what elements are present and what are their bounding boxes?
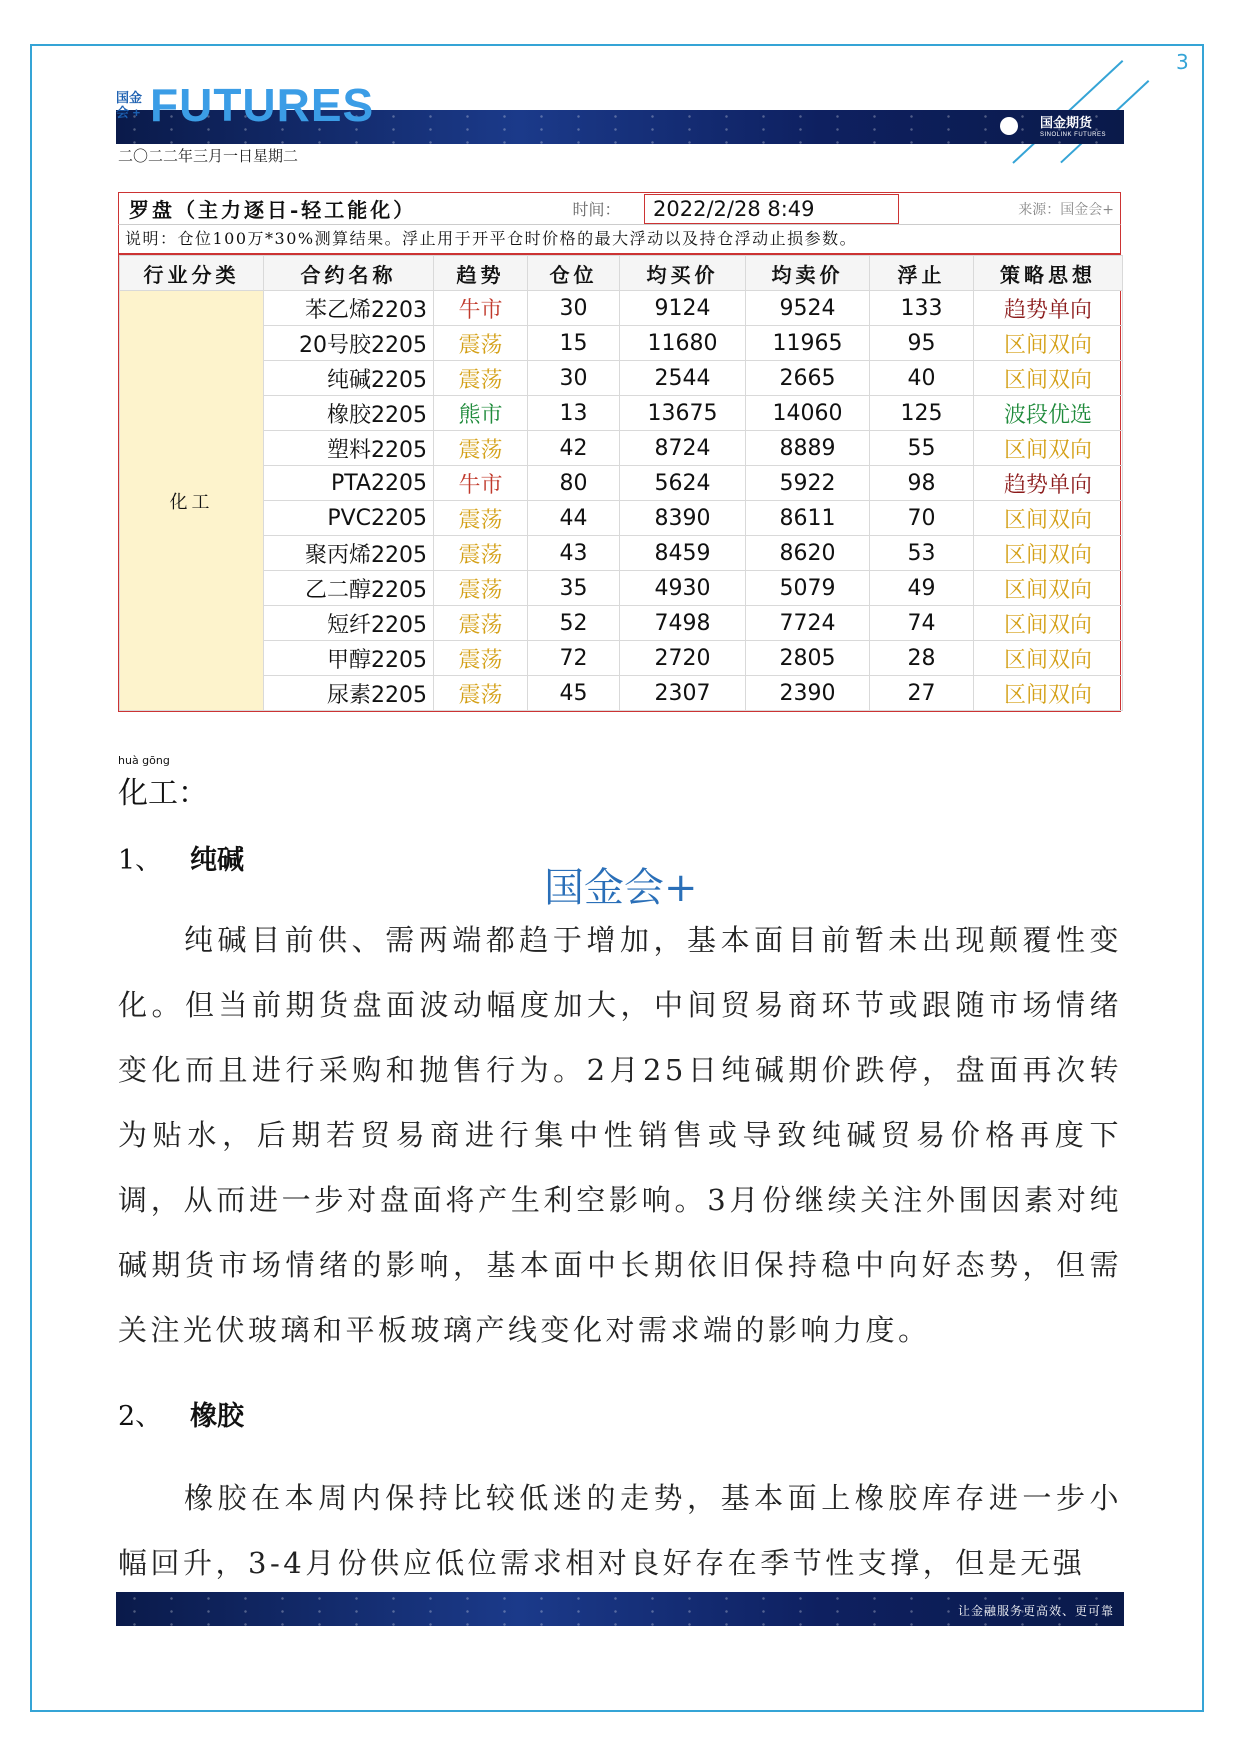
trend-cell: 震荡: [434, 326, 528, 361]
trend-cell: 牛市: [434, 291, 528, 326]
float-stop-cell: 55: [870, 431, 974, 466]
avg-sell-cell: 2665: [746, 361, 870, 396]
contract-name: 尿素2205: [264, 676, 434, 711]
trend-cell: 震荡: [434, 676, 528, 711]
trend-cell: 牛市: [434, 466, 528, 501]
table-row: [120, 466, 1123, 501]
float-stop-cell: 70: [870, 501, 974, 536]
position-cell: 13: [528, 396, 620, 431]
column-header: 仓位: [528, 256, 620, 291]
avg-sell-cell: 2390: [746, 676, 870, 711]
avg-buy-cell: 8724: [620, 431, 746, 466]
column-header: 策略思想: [974, 256, 1123, 291]
avg-sell-cell: 9524: [746, 291, 870, 326]
strategy-cell: 区间双向: [974, 641, 1123, 676]
strategy-cell: 区间双向: [974, 326, 1123, 361]
position-cell: 15: [528, 326, 620, 361]
position-cell: 45: [528, 676, 620, 711]
contract-name: 聚丙烯2205: [264, 536, 434, 571]
page-number: 3: [1176, 50, 1189, 74]
footer-banner: [116, 1592, 1124, 1626]
position-cell: 80: [528, 466, 620, 501]
brand-name: 国金期货 SINOLINK FUTURES: [1039, 115, 1106, 138]
strategy-cell: 波段优选: [974, 396, 1123, 431]
avg-sell-cell: 8611: [746, 501, 870, 536]
brand-logo-icon: [1000, 117, 1018, 135]
strategy-cell: 趋势单向: [974, 466, 1123, 501]
watermark: 国金会+: [544, 865, 698, 911]
table-row: [120, 641, 1123, 676]
position-cell: 42: [528, 431, 620, 466]
float-stop-cell: 133: [870, 291, 974, 326]
avg-sell-cell: 11965: [746, 326, 870, 361]
column-header: 均卖价: [746, 256, 870, 291]
time-label: 时间：: [572, 200, 621, 219]
column-header: 均买价: [620, 256, 746, 291]
contract-name: 塑料2205: [264, 431, 434, 466]
position-cell: 52: [528, 606, 620, 641]
avg-sell-cell: 5922: [746, 466, 870, 501]
strategy-cell: 区间双向: [974, 431, 1123, 466]
table-row: [120, 326, 1123, 361]
contract-name: 短纤2205: [264, 606, 434, 641]
avg-buy-cell: 2307: [620, 676, 746, 711]
data-table: [119, 255, 1123, 711]
table-row: [120, 571, 1123, 606]
avg-buy-cell: 9124: [620, 291, 746, 326]
paragraph-rubber: 橡胶在本周内保持比较低迷的走势，基本面上橡胶库存进一步小幅回升，3-4月份供应低位需求相对良好存在季节性支撑，但是无强: [118, 1481, 1122, 1580]
contract-name: PVC2205: [264, 501, 434, 536]
contract-name: PTA2205: [264, 466, 434, 501]
trend-cell: 熊市: [434, 396, 528, 431]
table-title-row: [118, 192, 1121, 224]
table-row: [120, 396, 1123, 431]
avg-sell-cell: 8620: [746, 536, 870, 571]
strategy-cell: 区间双向: [974, 676, 1123, 711]
trend-cell: 震荡: [434, 431, 528, 466]
float-stop-cell: 49: [870, 571, 974, 606]
time-value: 2022/2/28 8:49: [644, 194, 899, 224]
logo-small: 国金 会 +: [116, 90, 143, 120]
float-stop-cell: 27: [870, 676, 974, 711]
contract-name: 20号胶2205: [264, 326, 434, 361]
avg-sell-cell: 8889: [746, 431, 870, 466]
footer-slogan: 让金融服务更高效、更可靠: [957, 1604, 1114, 1618]
position-cell: 44: [528, 501, 620, 536]
trend-cell: 震荡: [434, 606, 528, 641]
avg-buy-cell: 2720: [620, 641, 746, 676]
strategy-cell: 区间双向: [974, 606, 1123, 641]
table-row: [120, 606, 1123, 641]
position-cell: 43: [528, 536, 620, 571]
float-stop-cell: 74: [870, 606, 974, 641]
section-title-rubber: 2、 橡胶: [118, 1401, 244, 1432]
table-note: 说明：仓位100万*30%测算结果。浮止用于开平仓时价格的最大浮动以及持仓浮动止损参数。: [118, 224, 1121, 254]
avg-sell-cell: 7724: [746, 606, 870, 641]
trend-cell: 震荡: [434, 641, 528, 676]
avg-sell-cell: 2805: [746, 641, 870, 676]
section-title-soda-ash: 1、 纯碱: [118, 845, 244, 876]
contract-name: 纯碱2205: [264, 361, 434, 396]
column-header: 行业分类: [120, 256, 264, 291]
strategy-cell: 区间双向: [974, 536, 1123, 571]
avg-buy-cell: 2544: [620, 361, 746, 396]
float-stop-cell: 125: [870, 396, 974, 431]
avg-buy-cell: 13675: [620, 396, 746, 431]
float-stop-cell: 28: [870, 641, 974, 676]
strategy-cell: 区间双向: [974, 571, 1123, 606]
float-stop-cell: 40: [870, 361, 974, 396]
position-cell: 72: [528, 641, 620, 676]
trend-cell: 震荡: [434, 361, 528, 396]
avg-buy-cell: 11680: [620, 326, 746, 361]
table-row: [120, 431, 1123, 466]
source-label: 来源：国金会+: [1018, 201, 1114, 218]
avg-buy-cell: 8459: [620, 536, 746, 571]
report-date: 二〇二二年三月一日星期二: [118, 147, 299, 165]
trend-cell: 震荡: [434, 536, 528, 571]
avg-buy-cell: 8390: [620, 501, 746, 536]
avg-sell-cell: 14060: [746, 396, 870, 431]
float-stop-cell: 53: [870, 536, 974, 571]
trend-cell: 震荡: [434, 501, 528, 536]
logo-futures: FUTURES: [150, 79, 375, 131]
category-cell: 化工: [120, 291, 264, 711]
trend-cell: 震荡: [434, 571, 528, 606]
float-stop-cell: 98: [870, 466, 974, 501]
paragraph-soda-ash: 纯碱目前供、需两端都趋于增加，基本面目前暂未出现颠覆性变化。但当前期货盘面波动幅度加大，中间贸易商环节或跟随市场情绪变化而且进行采购和抛售行为。2月25日纯碱期价跌停，盘面再次转为贴水，后期若贸易商进行集中性销售或导致纯碱贸易价格再度下调，从而进一步对盘面将产生利空影响。3月份继续关注外围因素对纯碱期货市场情绪的影响，基本面中长期依旧保持稳中向好态势，但需关注光伏玻璃和平板玻璃产线变化对需求端的影响力度。: [118, 923, 1122, 1347]
position-cell: 30: [528, 291, 620, 326]
column-header: 趋势: [434, 256, 528, 291]
pinyin-annotation: huà gōng: [118, 754, 170, 767]
position-cell: 30: [528, 361, 620, 396]
avg-sell-cell: 5079: [746, 571, 870, 606]
strategy-cell: 区间双向: [974, 361, 1123, 396]
column-header: 合约名称: [264, 256, 434, 291]
contract-name: 橡胶2205: [264, 396, 434, 431]
table-row: [120, 291, 1123, 326]
float-stop-cell: 95: [870, 326, 974, 361]
position-cell: 35: [528, 571, 620, 606]
table-title: 罗盘（主力逐日-轻工能化）: [129, 198, 417, 222]
avg-buy-cell: 5624: [620, 466, 746, 501]
avg-buy-cell: 7498: [620, 606, 746, 641]
contract-name: 甲醇2205: [264, 641, 434, 676]
contract-name: 苯乙烯2203: [264, 291, 434, 326]
strategy-cell: 区间双向: [974, 501, 1123, 536]
column-header: 浮止: [870, 256, 974, 291]
table-row: [120, 676, 1123, 711]
contract-name: 乙二醇2205: [264, 571, 434, 606]
section-heading: 化工：: [118, 776, 208, 811]
compass-table: [118, 192, 1121, 712]
table-row: [120, 361, 1123, 396]
strategy-cell: 趋势单向: [974, 291, 1123, 326]
avg-buy-cell: 4930: [620, 571, 746, 606]
table-row: [120, 536, 1123, 571]
table-row: [120, 501, 1123, 536]
